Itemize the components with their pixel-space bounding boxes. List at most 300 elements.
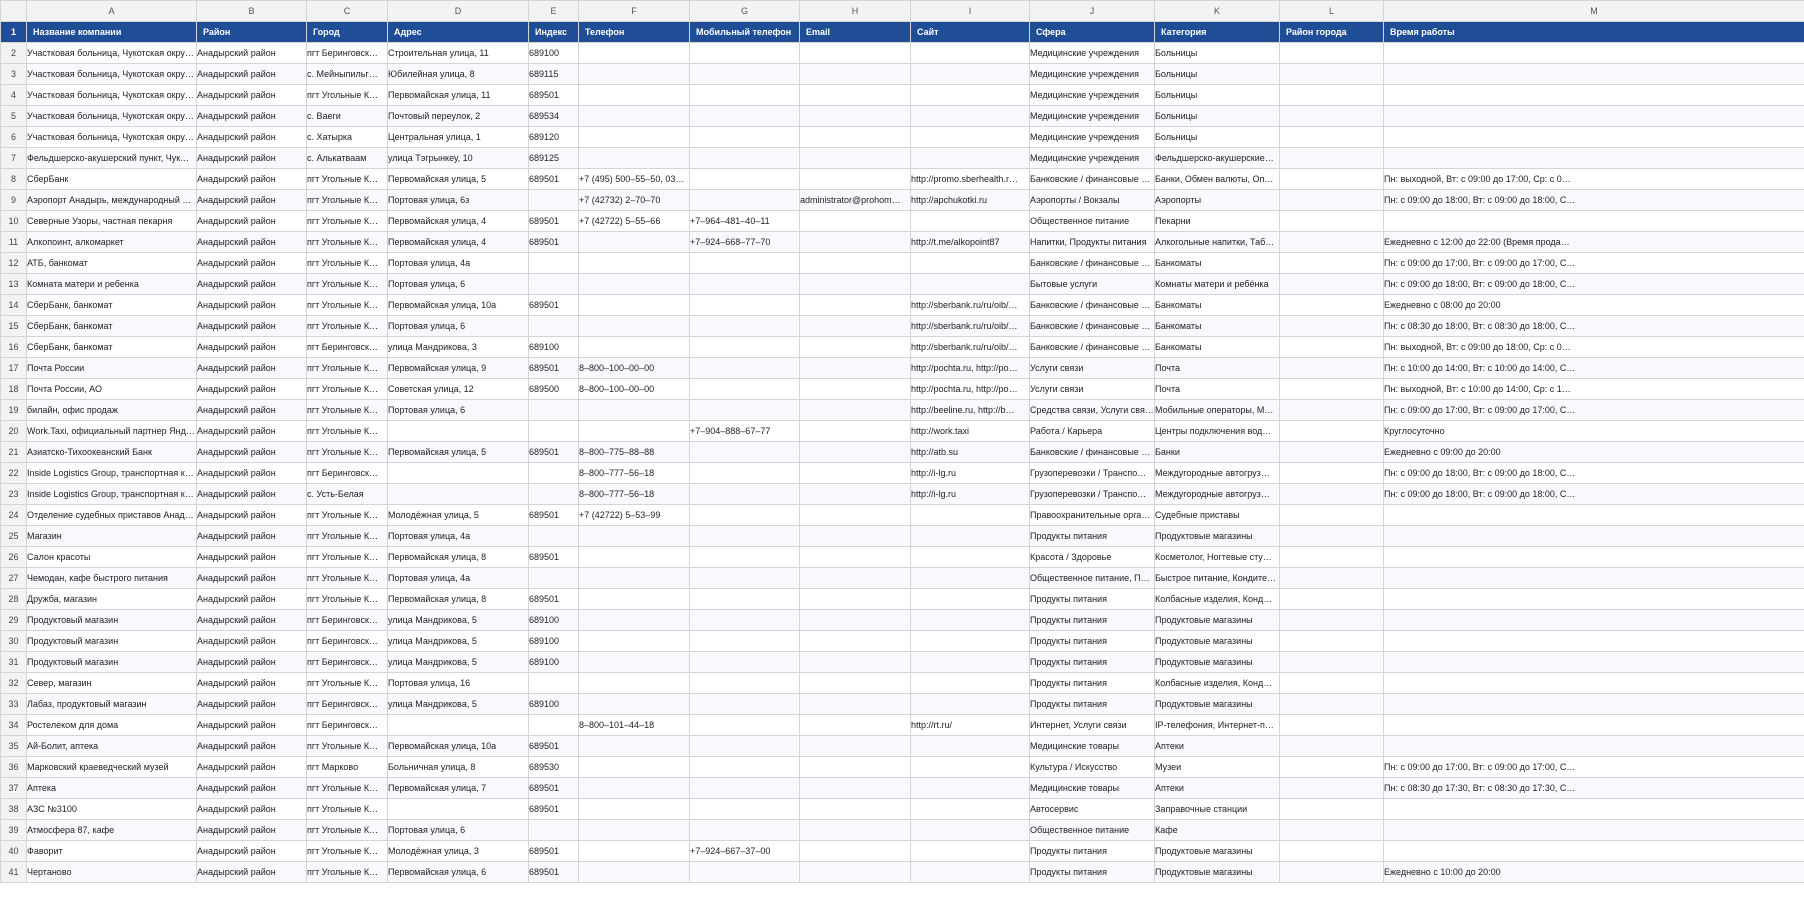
cell[interactable]: Услуги связи [1030,379,1155,400]
cell[interactable] [579,778,690,799]
cell[interactable]: Банковские / финансовые … [1030,253,1155,274]
cell[interactable] [690,673,800,694]
header-cell[interactable]: Время работы [1384,22,1804,43]
row-number[interactable]: 18 [1,379,27,400]
cell[interactable] [529,484,579,505]
cell[interactable]: Ежедневно с 08:00 до 20:00 [1384,295,1804,316]
cell[interactable]: Участковая больница, Чукотская окру… [27,85,197,106]
cell[interactable]: пгт Беринговск… [307,337,388,358]
cell[interactable]: Пн: с 08:30 до 17:30, Вт: с 08:30 до 17:30, С… [1384,778,1804,799]
cell[interactable]: Анадырский район [197,190,307,211]
cell[interactable] [1384,43,1804,64]
cell[interactable] [800,820,911,841]
cell[interactable]: 689501 [529,232,579,253]
cell[interactable] [1280,862,1384,883]
row-number[interactable]: 9 [1,190,27,211]
cell[interactable] [911,652,1030,673]
column-header-a[interactable]: A [27,1,197,22]
cell[interactable]: 689100 [529,43,579,64]
cell[interactable] [690,85,800,106]
cell[interactable]: пгт Беринговск… [307,43,388,64]
cell[interactable] [1280,253,1384,274]
cell[interactable] [690,589,800,610]
cell[interactable]: Inside Logistics Group, транспортная к… [27,484,197,505]
cell[interactable] [1384,148,1804,169]
cell[interactable]: http://pochta.ru, http://po… [911,379,1030,400]
cell[interactable] [579,148,690,169]
cell[interactable] [1384,610,1804,631]
row-number[interactable]: 28 [1,589,27,610]
cell[interactable] [579,295,690,316]
cell[interactable]: http://sberbank.ru/ru/oib/… [911,337,1030,358]
cell[interactable] [690,778,800,799]
cell[interactable]: Аэропорты [1155,190,1280,211]
cell[interactable]: Продуктовые магазины [1155,610,1280,631]
cell[interactable]: Первомайская улица, 5 [388,442,529,463]
cell[interactable] [529,421,579,442]
cell[interactable] [579,232,690,253]
cell[interactable]: Фаворит [27,841,197,862]
cell[interactable] [800,169,911,190]
row-number[interactable]: 27 [1,568,27,589]
cell[interactable]: Банкоматы [1155,295,1280,316]
cell[interactable]: СберБанк, банкомат [27,295,197,316]
cell[interactable]: +7–924–668–77–70 [690,232,800,253]
cell[interactable]: Банки, Обмен валюты, Оп… [1155,169,1280,190]
header-cell[interactable]: Мобильный телефон [690,22,800,43]
cell[interactable]: +7 (495) 500–55–50, 03… [579,169,690,190]
cell[interactable]: 689501 [529,295,579,316]
cell[interactable] [911,673,1030,694]
cell[interactable]: Анадырский район [197,484,307,505]
column-header-c[interactable]: C [307,1,388,22]
cell[interactable]: http://i-lg.ru [911,463,1030,484]
cell[interactable] [1384,694,1804,715]
row-number[interactable]: 39 [1,820,27,841]
cell[interactable] [911,211,1030,232]
cell[interactable]: улица Мандрикова, 5 [388,652,529,673]
cell[interactable]: Анадырский район [197,841,307,862]
cell[interactable]: Аэропорты / Вокзалы [1030,190,1155,211]
cell[interactable] [579,841,690,862]
cell[interactable] [800,631,911,652]
cell[interactable] [388,463,529,484]
cell[interactable] [1280,379,1384,400]
cell[interactable]: Строительная улица, 11 [388,43,529,64]
cell[interactable]: Анадырский район [197,589,307,610]
row-number[interactable]: 40 [1,841,27,862]
cell[interactable] [579,85,690,106]
cell[interactable]: Продуктовые магазины [1155,631,1280,652]
cell[interactable] [1280,799,1384,820]
cell[interactable] [690,484,800,505]
cell[interactable]: Анадырский район [197,736,307,757]
cell[interactable]: Автосервис [1030,799,1155,820]
cell[interactable] [579,652,690,673]
cell[interactable]: Услуги связи [1030,358,1155,379]
cell[interactable]: Медицинские учреждения [1030,43,1155,64]
cell[interactable]: Продуктовые магазины [1155,862,1280,883]
cell[interactable] [579,526,690,547]
cell[interactable] [1280,715,1384,736]
cell[interactable]: Первомайская улица, 4 [388,211,529,232]
cell[interactable] [1280,652,1384,673]
cell[interactable]: Почта России, АО [27,379,197,400]
cell[interactable]: пгт Угольные К… [307,253,388,274]
cell[interactable] [1384,505,1804,526]
row-number[interactable]: 20 [1,421,27,442]
cell[interactable] [579,757,690,778]
cell[interactable]: http://work.taxi [911,421,1030,442]
cell[interactable]: 689501 [529,841,579,862]
cell[interactable]: пгт Угольные К… [307,778,388,799]
cell[interactable] [1384,736,1804,757]
row-number[interactable]: 29 [1,610,27,631]
cell[interactable] [800,799,911,820]
cell[interactable]: СберБанк, банкомат [27,337,197,358]
cell[interactable]: Анадырский район [197,316,307,337]
cell[interactable] [690,190,800,211]
cell[interactable]: Молодёжная улица, 3 [388,841,529,862]
cell[interactable]: 689115 [529,64,579,85]
cell[interactable] [800,484,911,505]
cell[interactable]: 689501 [529,505,579,526]
row-number[interactable]: 31 [1,652,27,673]
cell[interactable] [579,631,690,652]
cell[interactable]: Первомайская улица, 5 [388,169,529,190]
cell[interactable]: Первомайская улица, 8 [388,547,529,568]
cell[interactable] [911,757,1030,778]
cell[interactable] [911,106,1030,127]
cell[interactable]: Грузоперевозки / Транспо… [1030,463,1155,484]
cell[interactable] [529,526,579,547]
cell[interactable] [529,715,579,736]
cell[interactable]: пгт Угольные К… [307,799,388,820]
cell[interactable]: Алкогольные напитки, Таб… [1155,232,1280,253]
cell[interactable]: Ежедневно с 10:00 до 20:00 [1384,862,1804,883]
cell[interactable]: Круглосуточно [1384,421,1804,442]
cell[interactable] [579,673,690,694]
cell[interactable]: Продукты питания [1030,610,1155,631]
cell[interactable]: 689530 [529,757,579,778]
cell[interactable]: 689501 [529,85,579,106]
row-number[interactable]: 10 [1,211,27,232]
cell[interactable]: пгт Угольные К… [307,589,388,610]
cell[interactable] [579,43,690,64]
cell[interactable] [1280,694,1384,715]
header-cell[interactable]: Район города [1280,22,1384,43]
cell[interactable] [1280,400,1384,421]
cell[interactable]: пгт Угольные К… [307,736,388,757]
cell[interactable]: Напитки, Продукты питания [1030,232,1155,253]
cell[interactable]: Пн: с 09:00 до 18:00, Вт: с 09:00 до 18:00, С… [1384,484,1804,505]
cell[interactable] [579,547,690,568]
cell[interactable] [579,421,690,442]
cell[interactable]: Комната матери и ребенка [27,274,197,295]
cell[interactable]: 689501 [529,358,579,379]
cell[interactable]: Пн: с 09:00 до 18:00, Вт: с 09:00 до 18:00, С… [1384,190,1804,211]
cell[interactable]: Междугородные автогруз… [1155,463,1280,484]
cell[interactable] [579,820,690,841]
cell[interactable]: Дружба, магазин [27,589,197,610]
cell[interactable]: Анадырский район [197,64,307,85]
cell[interactable] [911,64,1030,85]
cell[interactable] [690,169,800,190]
cell[interactable] [1280,358,1384,379]
cell[interactable] [800,652,911,673]
cell[interactable]: с. Хатырка [307,127,388,148]
cell[interactable]: Inside Logistics Group, транспортная к… [27,463,197,484]
cell[interactable]: +7–964–481–40–11 [690,211,800,232]
cell[interactable] [1280,211,1384,232]
cell[interactable]: Продуктовые магазины [1155,526,1280,547]
cell[interactable] [911,589,1030,610]
cell[interactable]: 689125 [529,148,579,169]
cell[interactable]: АТБ, банкомат [27,253,197,274]
cell[interactable]: Анадырский район [197,295,307,316]
cell[interactable]: Анадырский район [197,358,307,379]
header-cell[interactable]: Сайт [911,22,1030,43]
cell[interactable]: Первомайская улица, 9 [388,358,529,379]
cell[interactable]: Пн: выходной, Вт: с 10:00 до 14:00, Ср: с 1… [1384,379,1804,400]
cell[interactable]: Аптеки [1155,778,1280,799]
cell[interactable]: Анадырский район [197,253,307,274]
cell[interactable]: Салон красоты [27,547,197,568]
cell[interactable]: Первомайская улица, 10а [388,295,529,316]
cell[interactable]: Портовая улица, 4а [388,253,529,274]
cell[interactable] [690,253,800,274]
cell[interactable] [579,337,690,358]
cell[interactable]: пгт Угольные К… [307,169,388,190]
cell[interactable]: пгт Угольные К… [307,400,388,421]
cell[interactable]: пгт Беринговск… [307,463,388,484]
cell[interactable]: Банковские / финансовые … [1030,442,1155,463]
cell[interactable]: Кафе [1155,820,1280,841]
cell[interactable]: Фельдшерско-акушерский пункт, Чук… [27,148,197,169]
cell[interactable] [1280,64,1384,85]
row-number[interactable]: 35 [1,736,27,757]
cell[interactable]: Атмосфера 87, кафе [27,820,197,841]
cell[interactable] [800,211,911,232]
cell[interactable] [800,43,911,64]
cell[interactable]: Продуктовые магазины [1155,841,1280,862]
cell[interactable] [1384,106,1804,127]
row-number[interactable]: 16 [1,337,27,358]
cell[interactable]: Анадырский район [197,106,307,127]
cell[interactable]: пгт Марково [307,757,388,778]
cell[interactable] [911,799,1030,820]
cell[interactable]: Грузоперевозки / Транспо… [1030,484,1155,505]
cell[interactable]: http://sberbank.ru/ru/oib/… [911,295,1030,316]
cell[interactable] [1280,190,1384,211]
cell[interactable] [1280,442,1384,463]
cell[interactable]: пгт Угольные К… [307,673,388,694]
cell[interactable]: пгт Угольные К… [307,295,388,316]
cell[interactable] [800,400,911,421]
cell[interactable] [1384,841,1804,862]
cell[interactable]: Анадырский район [197,400,307,421]
cell[interactable]: Больницы [1155,106,1280,127]
cell[interactable] [1384,211,1804,232]
cell[interactable]: Банкоматы [1155,253,1280,274]
column-header-k[interactable]: K [1155,1,1280,22]
cell[interactable]: Аптека [27,778,197,799]
cell[interactable] [800,337,911,358]
cell[interactable]: 689100 [529,631,579,652]
cell[interactable]: АЗС №3100 [27,799,197,820]
header-cell[interactable]: Сфера [1030,22,1155,43]
row-number[interactable]: 8 [1,169,27,190]
cell[interactable]: Общественное питание [1030,211,1155,232]
cell[interactable] [911,274,1030,295]
cell[interactable] [800,148,911,169]
cell[interactable] [579,694,690,715]
cell[interactable]: Первомайская улица, 10а [388,736,529,757]
cell[interactable]: Анадырский район [197,757,307,778]
cell[interactable]: улица Тэгрынкеу, 10 [388,148,529,169]
cell[interactable]: Портовая улица, 4а [388,568,529,589]
cell[interactable]: Анадырский район [197,610,307,631]
cell[interactable]: с. Алькатваам [307,148,388,169]
cell[interactable]: Пн: с 09:00 до 17:00, Вт: с 09:00 до 17:00, С… [1384,400,1804,421]
cell[interactable]: Участковая больница, Чукотская окру… [27,64,197,85]
cell[interactable]: Первомайская улица, 8 [388,589,529,610]
cell[interactable]: Портовая улица, 16 [388,673,529,694]
cell[interactable]: http://sberbank.ru/ru/oib/… [911,316,1030,337]
cell[interactable]: пгт Беринговск… [307,631,388,652]
cell[interactable] [529,400,579,421]
cell[interactable] [800,757,911,778]
cell[interactable]: Культура / Искусство [1030,757,1155,778]
cell[interactable]: http://pochta.ru, http://po… [911,358,1030,379]
cell[interactable]: Больницы [1155,43,1280,64]
cell[interactable]: улица Мандрикова, 3 [388,337,529,358]
cell[interactable] [579,106,690,127]
cell[interactable] [911,694,1030,715]
cell[interactable]: Продуктовый магазин [27,652,197,673]
cell[interactable] [1280,43,1384,64]
row-number[interactable]: 22 [1,463,27,484]
cell[interactable]: Банкоматы [1155,316,1280,337]
cell[interactable]: Аптеки [1155,736,1280,757]
row-number[interactable]: 36 [1,757,27,778]
cell[interactable] [800,568,911,589]
cell[interactable]: 8–800–777–56–18 [579,484,690,505]
header-cell[interactable]: Адрес [388,22,529,43]
cell[interactable] [1280,316,1384,337]
cell[interactable] [911,862,1030,883]
cell[interactable]: 8–800–100–00–00 [579,379,690,400]
cell[interactable]: Пн: с 09:00 до 18:00, Вт: с 09:00 до 18:00, С… [1384,274,1804,295]
cell[interactable] [1384,127,1804,148]
cell[interactable]: пгт Угольные К… [307,190,388,211]
cell[interactable] [911,127,1030,148]
cell[interactable]: Пн: выходной, Вт: с 09:00 до 18:00, Ср: с 0… [1384,337,1804,358]
cell[interactable]: Банковские / финансовые … [1030,169,1155,190]
cell[interactable] [690,148,800,169]
row-number[interactable]: 38 [1,799,27,820]
cell[interactable]: Север, магазин [27,673,197,694]
cell[interactable]: Продукты питания [1030,694,1155,715]
cell[interactable]: Банковские / финансовые … [1030,337,1155,358]
cell[interactable] [911,547,1030,568]
cell[interactable]: пгт Угольные К… [307,274,388,295]
header-cell[interactable]: Название компании [27,22,197,43]
cell[interactable]: Анадырский район [197,211,307,232]
cell[interactable] [388,484,529,505]
header-cell[interactable]: Email [800,22,911,43]
cell[interactable]: пгт Угольные К… [307,211,388,232]
cell[interactable]: улица Мандрикова, 5 [388,610,529,631]
cell[interactable] [800,64,911,85]
cell[interactable] [1384,64,1804,85]
cell[interactable]: Красота / Здоровье [1030,547,1155,568]
cell[interactable]: Пн: выходной, Вт: с 09:00 до 17:00, Ср: с 0… [1384,169,1804,190]
row-number[interactable]: 21 [1,442,27,463]
row-number[interactable]: 14 [1,295,27,316]
row-number[interactable]: 11 [1,232,27,253]
cell[interactable] [911,43,1030,64]
cell[interactable]: Фельдшерско-акушерские… [1155,148,1280,169]
cell[interactable]: Медицинские товары [1030,736,1155,757]
cell[interactable]: Молодёжная улица, 5 [388,505,529,526]
cell[interactable]: Северные Узоры, частная пекарня [27,211,197,232]
cell[interactable] [388,421,529,442]
cell[interactable]: пгт Угольные К… [307,232,388,253]
cell[interactable]: Анадырский район [197,43,307,64]
cell[interactable] [1280,337,1384,358]
cell[interactable]: 689100 [529,652,579,673]
cell[interactable]: Пн: с 09:00 до 17:00, Вт: с 09:00 до 17:00, С… [1384,757,1804,778]
cell[interactable]: Продуктовый магазин [27,610,197,631]
cell[interactable]: Марковский краеведческий музей [27,757,197,778]
cell[interactable]: Анадырский район [197,148,307,169]
cell[interactable]: Ежедневно с 12:00 до 22:00 (Время прода… [1384,232,1804,253]
column-header-j[interactable]: J [1030,1,1155,22]
cell[interactable]: Портовая улица, 6 [388,274,529,295]
cell[interactable]: Косметолог, Ногтевые сту… [1155,547,1280,568]
cell[interactable] [1280,526,1384,547]
cell[interactable] [800,694,911,715]
row-number[interactable]: 26 [1,547,27,568]
cell[interactable]: Общественное питание [1030,820,1155,841]
cell[interactable]: Анадырский район [197,337,307,358]
cell[interactable] [690,526,800,547]
cell[interactable]: Анадырский район [197,547,307,568]
cell[interactable]: Правоохранительные орга… [1030,505,1155,526]
cell[interactable]: пгт Угольные К… [307,421,388,442]
cell[interactable] [800,841,911,862]
cell[interactable] [800,547,911,568]
cell[interactable] [529,820,579,841]
cell[interactable] [579,253,690,274]
cell[interactable] [800,232,911,253]
cell[interactable] [579,862,690,883]
cell[interactable]: пгт Угольные К… [307,85,388,106]
cell[interactable] [800,106,911,127]
cell[interactable]: Анадырский район [197,778,307,799]
cell[interactable] [1280,820,1384,841]
cell[interactable]: Средства связи, Услуги свя… [1030,400,1155,421]
cell[interactable] [690,736,800,757]
row-number[interactable]: 3 [1,64,27,85]
cell[interactable]: Азиатско-Тихоокеанский Банк [27,442,197,463]
cell[interactable]: Продуктовые магазины [1155,652,1280,673]
cell[interactable]: Чертаново [27,862,197,883]
row-number[interactable]: 34 [1,715,27,736]
cell[interactable] [690,547,800,568]
cell[interactable] [1280,757,1384,778]
